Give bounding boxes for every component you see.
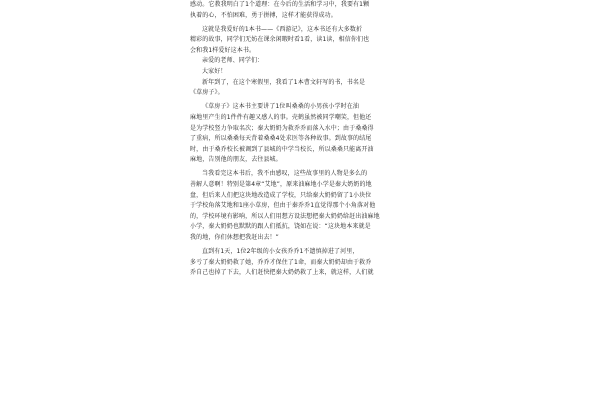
text-line: 我的地，你们休想把我赶出去！” xyxy=(190,233,279,241)
text-line: 多亏了秦大奶奶救了她，乔乔才保住了1命，而秦大奶奶却由于救乔 xyxy=(190,258,372,266)
text-line: 了重病，所以桑桑每天背着桑桑4处求医等各种故事。到故事的结尾 xyxy=(190,135,372,143)
text-line: 盘，但后来人们把这块地改造成了学校，只给秦大奶奶留了1小块位 xyxy=(190,191,372,199)
text-line: 新年到了，在这个寒假里，我看了1本曹文轩写的书，书名是 xyxy=(202,78,366,86)
text-line: 精彩的故事，同学们无妨在课余闲暇时看1看，读1读，相信你们也 xyxy=(190,36,370,44)
text-line: 会和我1样爱好这本书。 xyxy=(190,46,256,54)
document-page xyxy=(190,0,412,400)
text-line: 于学校角落艾地和1座小草房，但由于秦乔乔1直觉得那个小角落对他 xyxy=(190,202,376,210)
text-line: 《草房子》这本书主要讲了1位叫桑桑的小男孩小学时在油 xyxy=(202,103,359,111)
text-line: 善解人意啊！特别是第4章“艾地”，原来油麻地小学是秦大奶奶的地 xyxy=(190,181,372,188)
text-line: 大家好！ xyxy=(202,68,227,76)
text-line: 的，学校环境有影响，所以人们用想方设法想把秦大奶奶给赶出油麻地 xyxy=(190,212,380,220)
text-line: 当我看完这本书后，我不由感叹，这些故事里的人物是多么的 xyxy=(202,170,368,178)
text-line: 乔自己也掉了下去，人们赶快把秦大奶奶救了上来，就这样，人们就 xyxy=(190,269,374,277)
text-line: 小学，秦大奶奶也默默的跟人们抵抗，饶如在说：“这块地本来就是 xyxy=(190,223,371,231)
text-line: 感动。它教我明白了1个道理：在今后的生活和学习中，我要有1颗 xyxy=(190,1,370,8)
text-line: 是为学校竖力争取名次；秦大奶奶为救乔乔而落入水中；由于桑桑得 xyxy=(190,124,374,132)
text-line: 《草房子》。 xyxy=(190,89,224,97)
text-line: 亲爱的老师、同学们： xyxy=(202,57,264,65)
text-line: 麻地，告别他的朋友，去往县城。 xyxy=(190,156,282,164)
text-line: 直到有1天，1位2年级的小女孩乔乔1不遗慎掉进了河里， xyxy=(202,248,359,256)
text-line: 麻地里产生的1件件有趣又感人的事。壳鹤虽然被同学嘲笑，但他还 xyxy=(190,113,372,121)
text-line: 时，由于桑乔校长被调到了县城的中学当校长，所以桑桑只能离开油 xyxy=(190,145,374,153)
text-line: 这就是我爱好的1本书——《西游记》，这本书还有大多数折 xyxy=(202,25,363,33)
text-line: 执着的心，不怕困难，勇于拼搏，这样才能获得成功。 xyxy=(190,11,337,19)
